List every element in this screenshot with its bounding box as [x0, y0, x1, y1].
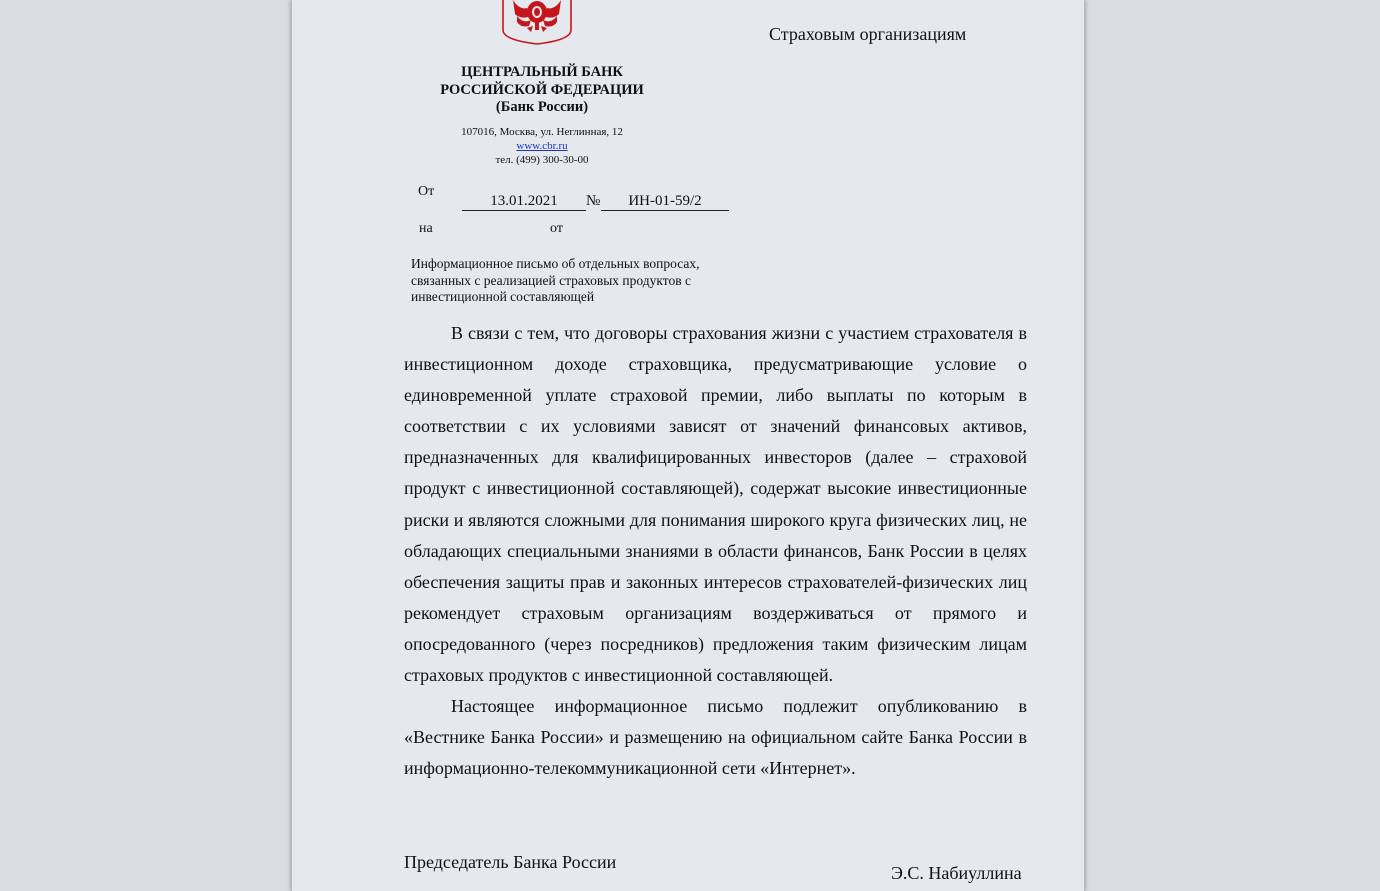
bank-website-link[interactable]: www.cbr.ru [516, 140, 568, 152]
bank-name-line: ЦЕНТРАЛЬНЫЙ БАНК [461, 64, 623, 80]
bank-name [412, 64, 672, 117]
from-label: От [418, 184, 435, 199]
bank-name-line: (Банк России) [495, 99, 589, 115]
document-subject: Информационное письмо об отдельных вопросах, связанных с реализацией страховых продуктов с инвестиционной составляющей [411, 256, 700, 304]
bank-contacts [442, 125, 642, 167]
bank-name-line: РОССИЙСКОЙ ФЕДЕРАЦИИ [440, 81, 644, 98]
document-page [291, 0, 1085, 891]
document-number: ИН-01-59/2 [601, 192, 729, 211]
document-date: 13.01.2021 [462, 192, 586, 211]
bank-phone: тел. (499) 300-30-00 [495, 154, 589, 166]
body-paragraph: Настоящее информационное письмо подлежит опубликованию в «Вестнике Банка России» и размещению на официальном сайте Банка России в информационно-телекоммуникационной сети «Интернет». [404, 696, 1027, 779]
number-sign: № [586, 193, 601, 209]
signatory-position: Председатель Банка России [404, 852, 617, 872]
on-label: на [419, 221, 433, 236]
of-label: от [550, 221, 563, 236]
russian-coat-of-arms-icon [497, 0, 577, 46]
letter-body [404, 318, 1027, 784]
bank-address: 107016, Москва, ул. Неглинная, 12 [461, 126, 623, 138]
recipient: Страховым организациям [769, 24, 967, 44]
signatory-name: Э.С. Набиуллина [891, 863, 1022, 883]
body-paragraph: В связи с тем, что договоры страхования жизни с участием страхователя в инвестиционном доходе страховщика, предусматривающие условие о единовременной уплате страховой премии, либо выплаты по которым в соответствии с их условиями зависят от значений финансовых активов, предназначенных для квалифицированных инвесторов (далее – страховой продукт с инвестиционной составляющей), содержат высокие инвестиционные риски и являются сложными для понимания широкого круга физических лиц, не обладающих специальными знаниями в области финансов, Банк России в целях обеспечения защиты прав и законных интересов страхователей-физических лиц рекомендует страховым организациям воздерживаться от прямого и опосредованного (через посредников) предложения таким физическим лицам страховых продуктов с инвестиционной составляющей. [404, 323, 1027, 686]
